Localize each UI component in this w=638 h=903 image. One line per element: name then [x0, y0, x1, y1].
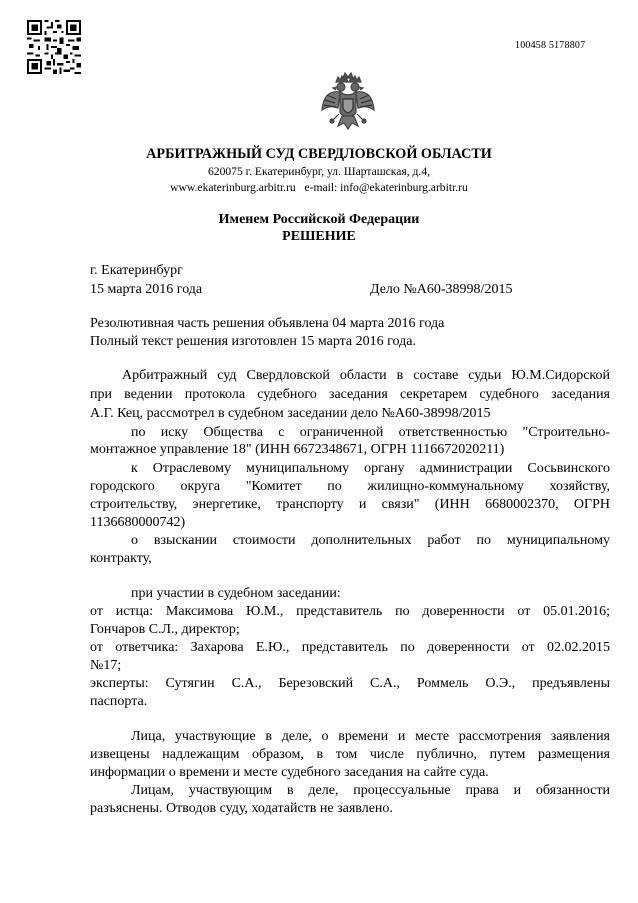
case-barcode-number: 100458 5178807: [515, 40, 586, 51]
decision-date: 15 марта 2016 года: [90, 282, 203, 297]
body-line: паспорта.: [90, 694, 148, 709]
russian-coat-of-arms-icon: [320, 72, 376, 130]
body-line: разъяснены. Отводов суду, ходатайств не заявлено.: [90, 801, 393, 816]
body-line: Гончаров С.Л., директор;: [90, 622, 240, 637]
court-contacts: [0, 181, 638, 194]
body-line: контракту,: [90, 551, 152, 566]
court-email: e-mail: info@ekaterinburg.arbitr.ru: [304, 181, 468, 194]
body-line: при участии в судебном заседании:: [131, 586, 341, 601]
qr-code-icon: [27, 20, 81, 74]
document-type: РЕШЕНИЕ: [282, 229, 356, 244]
body-line: по иску Общества с ограниченной ответственностью "Строительно-: [131, 425, 610, 440]
body-line: извещены надлежащим образом, в том числе публично, путем размещения: [90, 747, 610, 762]
name-of-federation-line: Именем Российской Федерации: [218, 212, 420, 227]
court-website: www.ekaterinburg.arbitr.ru: [170, 181, 296, 194]
body-line: городского округа "Комитет по жилищно-коммунальному хозяйству,: [90, 479, 610, 494]
body-line: эксперты: Сутягин С.А., Березовский С.А., Роммель О.Э., предъявлены: [90, 676, 610, 691]
body-line: Лицам, участвующим в деле, процессуальные права и обязанности: [131, 783, 610, 798]
body-line: А.Г. Кец, рассмотрел в судебном заседании дело №А60-38998/2015: [90, 406, 491, 421]
body-line: Лица, участвующие в деле, о времени и месте рассмотрения заявления: [131, 729, 610, 744]
body-line: Арбитражный суд Свердловской области в составе судьи Ю.М.Сидорской: [122, 368, 610, 383]
body-line: №17;: [90, 658, 122, 673]
body-line: монтажное управление 18" (ИНН 6672348671, ОГРН 1116672020211): [90, 442, 505, 457]
resolution-announced: Резолютивная часть решения объявлена 04 марта 2016 года: [90, 316, 445, 331]
city: г. Екатеринбург: [90, 263, 183, 278]
body-line: 1136680000742): [90, 515, 186, 530]
body-line: строительству, энергетике, транспорту и связи" (ИНН 6680002370, ОГРН: [90, 497, 610, 512]
full-text-prepared: Полный текст решения изготовлен 15 марта 2016 года.: [90, 334, 416, 349]
court-address: 620075 г. Екатеринбург, ул. Шарташская, д.4,: [207, 165, 431, 178]
body-line: от истца: Максимова Ю.М., представитель по доверенности от 05.01.2016;: [90, 604, 610, 619]
case-number: Дело №А60-38998/2015: [370, 282, 513, 297]
body-line: о взыскании стоимости дополнительных работ по муниципальному: [131, 533, 610, 548]
body-line: к Отраслевому муниципальному органу администрации Сосьвинского: [131, 461, 610, 476]
body-line: информации о времени и месте судебного заседания на сайте суда.: [90, 765, 489, 780]
body-line: при ведении протокола судебного заседания секретарем судебного заседания: [90, 387, 610, 402]
body-line: от ответчика: Захарова Е.Ю., представитель по доверенности от 02.02.2015: [90, 640, 610, 655]
court-title: АРБИТРАЖНЫЙ СУД СВЕРДЛОВСКОЙ ОБЛАСТИ: [146, 146, 492, 162]
